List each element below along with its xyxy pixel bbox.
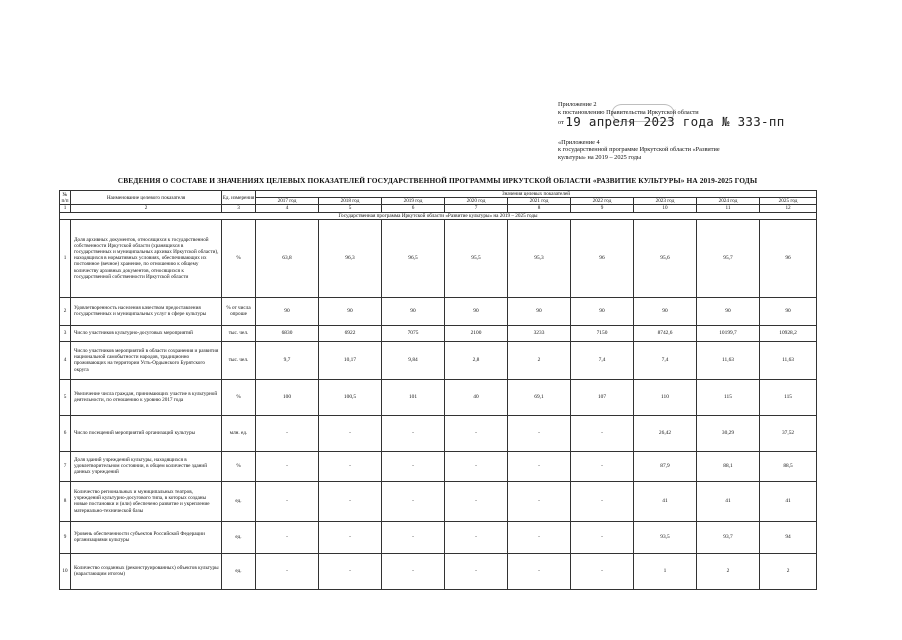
unit-cell: ед. xyxy=(222,521,256,553)
table-row xyxy=(60,341,817,379)
value-cell: 90 xyxy=(508,297,571,325)
value-cell: - xyxy=(445,481,508,521)
column-number-cell: 6 xyxy=(382,205,445,212)
value-cell: 41 xyxy=(634,481,697,521)
column-number-cell: 4 xyxy=(256,205,319,212)
value-cell: - xyxy=(319,521,382,553)
value-cell: 1 xyxy=(634,553,697,589)
handwritten-date-number: 19 апреля 2023 года № 333-пп xyxy=(565,114,785,130)
value-cell: 95,5 xyxy=(445,219,508,297)
value-cell: 101 xyxy=(382,379,445,415)
table-row xyxy=(60,451,817,481)
value-cell: 10928,2 xyxy=(760,325,817,341)
header-unit: Ед. измерения xyxy=(222,191,256,205)
value-cell: - xyxy=(571,451,634,481)
value-cell: - xyxy=(382,481,445,521)
column-number-cell: 12 xyxy=(760,205,817,212)
value-cell: - xyxy=(445,415,508,451)
value-cell: - xyxy=(382,553,445,589)
header-year: 2022 год xyxy=(571,198,634,205)
table-row xyxy=(60,553,817,589)
row-number-cell: 2 xyxy=(60,297,71,325)
value-cell: - xyxy=(256,553,319,589)
row-number-cell: 5 xyxy=(60,379,71,415)
value-cell: 41 xyxy=(697,481,760,521)
appendix-line-1: Приложение 2 xyxy=(558,101,597,108)
header-year: 2018 год xyxy=(319,198,382,205)
appendix-block xyxy=(558,101,858,162)
value-cell: 88,1 xyxy=(697,451,760,481)
value-cell: 40 xyxy=(445,379,508,415)
appendix-line-6: культуры» на 2019 – 2025 годы xyxy=(558,153,642,161)
row-number-cell: 10 xyxy=(60,553,71,589)
value-cell: 115 xyxy=(697,379,760,415)
row-number-cell: 7 xyxy=(60,451,71,481)
row-number-cell: 4 xyxy=(60,341,71,379)
value-cell: 7,4 xyxy=(634,341,697,379)
indicator-name-cell: Уровень обеспеченности субъектов Российской Федерации организациями культуры xyxy=(71,521,222,553)
column-number-cell: 11 xyxy=(697,205,760,212)
unit-cell: млн. ед. xyxy=(222,415,256,451)
value-cell: 41 xyxy=(760,481,817,521)
indicator-name-cell: Количество созданных (реконструированных) объектов культуры (нарастающим итогом) xyxy=(71,553,222,589)
value-cell: 100,5 xyxy=(319,379,382,415)
table-row xyxy=(60,379,817,415)
header-row xyxy=(60,191,817,198)
column-number-cell: 1 xyxy=(60,205,71,212)
indicator-name-cell: Удовлетворенность населения качеством предоставления государственных и муниципальных услуг в сфере культуры xyxy=(71,297,222,325)
value-cell: 6922 xyxy=(319,325,382,341)
value-cell: 7075 xyxy=(382,325,445,341)
value-cell: 26,42 xyxy=(634,415,697,451)
value-cell: 9,7 xyxy=(256,341,319,379)
value-cell: 11,63 xyxy=(760,341,817,379)
value-cell: 7,4 xyxy=(571,341,634,379)
value-cell: - xyxy=(445,521,508,553)
value-cell: - xyxy=(508,415,571,451)
unit-cell: % xyxy=(222,451,256,481)
appendix-line-2: к постановлению Правительства Иркутской области xyxy=(558,108,699,116)
document-title: СВЕДЕНИЯ О СОСТАВЕ И ЗНАЧЕНИЯХ ЦЕЛЕВЫХ ПОКАЗАТЕЛЕЙ ГОСУДАРСТВЕННОЙ ПРОГРАММЫ ИРКУТСКОЙ ОБЛАСТИ «РАЗВИТИЕ КУЛЬТУРЫ» НА 2019-2025 ГОДЫ xyxy=(117,176,758,185)
column-number-cell: 9 xyxy=(571,205,634,212)
value-cell: 96,3 xyxy=(319,219,382,297)
unit-cell: тыс. чел. xyxy=(222,325,256,341)
table-row xyxy=(60,415,817,451)
value-cell: 88,5 xyxy=(760,451,817,481)
indicator-name-cell: Число участников культурно-досуговых мероприятий xyxy=(71,325,222,341)
header-values-group: Значения целевых показателей xyxy=(256,191,817,198)
value-cell: 110 xyxy=(634,379,697,415)
value-cell: - xyxy=(508,451,571,481)
program-row xyxy=(60,212,817,219)
header-num: № п/п xyxy=(61,191,69,204)
value-cell: 7150 xyxy=(571,325,634,341)
value-cell: 93,5 xyxy=(634,521,697,553)
value-cell: 96,5 xyxy=(382,219,445,297)
value-cell: 63,8 xyxy=(256,219,319,297)
stamp-mark xyxy=(612,104,674,122)
header-name: Наименование целевого показателя xyxy=(71,191,222,205)
value-cell: 10199,7 xyxy=(697,325,760,341)
value-cell: 115 xyxy=(760,379,817,415)
value-cell: 95,6 xyxy=(634,219,697,297)
header-year: 2021 год xyxy=(508,198,571,205)
column-number-cell: 2 xyxy=(71,205,222,212)
indicator-name-cell: Число участников мероприятий в области сохранения и развития национальной самобытности народов, традиционно проживающих на территории Усть-Ордынского Бурятского округа xyxy=(71,341,222,379)
value-cell: - xyxy=(508,521,571,553)
table-row xyxy=(60,219,817,297)
value-cell: - xyxy=(571,553,634,589)
value-cell: - xyxy=(382,521,445,553)
value-cell: - xyxy=(319,451,382,481)
unit-cell: % xyxy=(222,219,256,297)
row-number-cell: 8 xyxy=(60,481,71,521)
value-cell: 2 xyxy=(697,553,760,589)
value-cell: 2100 xyxy=(445,325,508,341)
value-cell: - xyxy=(319,553,382,589)
value-cell: 100 xyxy=(256,379,319,415)
unit-cell: ед. xyxy=(222,553,256,589)
value-cell: - xyxy=(445,553,508,589)
value-cell: 10,17 xyxy=(319,341,382,379)
value-cell: 90 xyxy=(382,297,445,325)
header-year: 2023 год xyxy=(634,198,697,205)
value-cell: - xyxy=(508,481,571,521)
row-number-cell: 3 xyxy=(60,325,71,341)
column-number-cell: 3 xyxy=(222,205,256,212)
indicator-name-cell: Увеличение числа граждан, принимающих участие в культурной деятельности, по отношению к уровню 2017 года xyxy=(71,379,222,415)
value-cell: 8742,6 xyxy=(634,325,697,341)
unit-cell: % xyxy=(222,379,256,415)
table-row xyxy=(60,521,817,553)
appendix-from-label: от xyxy=(558,119,564,127)
value-cell: - xyxy=(508,553,571,589)
value-cell: 107 xyxy=(571,379,634,415)
indicators-table xyxy=(59,190,817,590)
unit-cell: тыс. чел. xyxy=(222,341,256,379)
value-cell: 9,84 xyxy=(382,341,445,379)
value-cell: 90 xyxy=(634,297,697,325)
value-cell: - xyxy=(571,521,634,553)
header-year: 2020 год xyxy=(445,198,508,205)
unit-cell: % от числа опроше xyxy=(222,297,256,325)
indicator-name-cell: Доля зданий учреждений культуры, находящихся в удовлетворительном состоянии, в общем количестве зданий данных учреждений xyxy=(71,451,222,481)
column-number-cell: 7 xyxy=(445,205,508,212)
value-cell: 90 xyxy=(760,297,817,325)
value-cell: 93,7 xyxy=(697,521,760,553)
value-cell: - xyxy=(382,451,445,481)
indicator-name-cell: Доля архивных документов, относящихся к государственной собственности Иркутской области (хранящихся в государственных и муниципальных архивах Иркутской области), находящихся в нормативных условиях, обеспечивающих их постоянное (вечное) хранение, по отношению к общему количеству архивных документов, относящихся к государственной собственности Иркутской области xyxy=(71,219,222,297)
value-cell: 3233 xyxy=(508,325,571,341)
value-cell: 96 xyxy=(760,219,817,297)
column-number-cell: 8 xyxy=(508,205,571,212)
value-cell: 30,29 xyxy=(697,415,760,451)
value-cell: 96 xyxy=(571,219,634,297)
value-cell: 69,1 xyxy=(508,379,571,415)
appendix-line-5: к государственной программе Иркутской области «Развитие xyxy=(558,146,720,154)
appendix-date-line xyxy=(558,114,858,130)
value-cell: 87,9 xyxy=(634,451,697,481)
indicator-name-cell: Число посещений мероприятий организаций культуры xyxy=(71,415,222,451)
row-number-cell: 6 xyxy=(60,415,71,451)
value-cell: - xyxy=(571,415,634,451)
value-cell: 95,7 xyxy=(697,219,760,297)
value-cell: - xyxy=(571,481,634,521)
value-cell: 2 xyxy=(508,341,571,379)
value-cell: - xyxy=(382,415,445,451)
header-year: 2025 год xyxy=(760,198,817,205)
program-title-cell: Государственная программа Иркутской области «Развитие культуры» на 2019 – 2025 годы xyxy=(60,212,817,219)
column-number-cell: 5 xyxy=(319,205,382,212)
value-cell: - xyxy=(445,451,508,481)
table-row xyxy=(60,297,817,325)
value-cell: - xyxy=(256,415,319,451)
value-cell: - xyxy=(256,451,319,481)
appendix-line-4: «Приложение 4 xyxy=(558,138,600,146)
value-cell: - xyxy=(319,481,382,521)
value-cell: 90 xyxy=(571,297,634,325)
header-year: 2024 год xyxy=(697,198,760,205)
value-cell: 90 xyxy=(697,297,760,325)
value-cell: 90 xyxy=(319,297,382,325)
table-row xyxy=(60,325,817,341)
value-cell: 6830 xyxy=(256,325,319,341)
value-cell: - xyxy=(256,481,319,521)
header-year: 2019 год xyxy=(382,198,445,205)
value-cell: 95,3 xyxy=(508,219,571,297)
value-cell: 2 xyxy=(760,553,817,589)
row-number-cell: 9 xyxy=(60,521,71,553)
row-number-cell: 1 xyxy=(60,219,71,297)
value-cell: 94 xyxy=(760,521,817,553)
value-cell: 37,52 xyxy=(760,415,817,451)
value-cell: - xyxy=(319,415,382,451)
value-cell: 11,63 xyxy=(697,341,760,379)
value-cell: 90 xyxy=(445,297,508,325)
indicator-name-cell: Количество региональных и муниципальных театров, учреждений культурно-досугового типа, в которых созданы новые постановки и (или) обеспечено развитие и укрепление материально-технической базы xyxy=(71,481,222,521)
value-cell: - xyxy=(256,521,319,553)
column-numbers-row xyxy=(60,205,817,212)
header-year: 2017 год xyxy=(256,198,319,205)
table-row xyxy=(60,481,817,521)
unit-cell: ед. xyxy=(222,481,256,521)
value-cell: 90 xyxy=(256,297,319,325)
value-cell: 2,8 xyxy=(445,341,508,379)
column-number-cell: 10 xyxy=(634,205,697,212)
